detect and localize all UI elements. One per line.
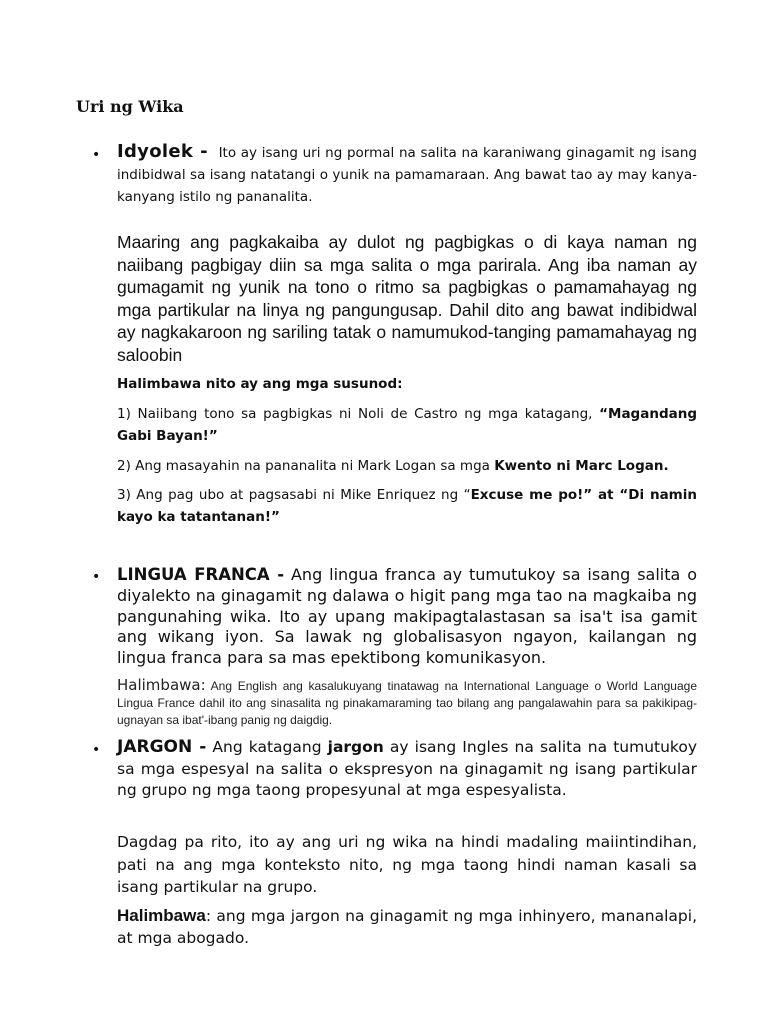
- idyolek-examples-heading: Halimbawa nito ay ang mga susunod:: [117, 376, 403, 392]
- jargon-definition: [117, 737, 697, 802]
- jargon-def-part1: Ang katagang: [206, 738, 328, 756]
- idyolek-definition-text: Ito ay isang uri ng pormal na salita na karaniwang ginagamit ng isang indibidwal sa isang natatangi o yunik na pamamaraan. Ang bawat tao ay may kanya-kanyang istilo ng pananalita.: [117, 145, 697, 205]
- document-title: Uri ng Wika: [76, 97, 184, 116]
- jargon-term: JARGON -: [117, 737, 207, 757]
- jargon-example: [117, 905, 697, 949]
- example-quote: Kwento ni Marc Logan.: [494, 458, 669, 474]
- example-text: 3) Ang pag ubo at pagsasabi ni Mike Enriquez ng “: [117, 487, 471, 503]
- jargon-example-label: Halimbawa: [117, 906, 206, 925]
- bullet-lingua-franca: •: [92, 569, 101, 585]
- jargon-keyword: jargon: [327, 738, 384, 756]
- idyolek-definition: [117, 141, 697, 208]
- jargon-additional: Dagdag pa rito, ito ay ang uri ng wika na hindi madaling maiintindihan, pati na ang mga konteksto nito, ng mga taong hindi naman kasali sa isang partikular na grupo.: [117, 833, 697, 896]
- example-text: 1) Naiibang tono sa pagbigkas ni Noli de Castro ng mga katagang,: [117, 406, 600, 422]
- example-quote: “Magandang Gabi Bayan!”: [117, 406, 697, 444]
- lingua-franca-term: LINGUA FRANCA -: [117, 565, 285, 584]
- example-text: 2) Ang masayahin na pananalita ni Mark Logan sa mga: [117, 458, 495, 474]
- lingua-franca-definition-text: Ang lingua franca ay tumutukoy sa isang salita o diyalekto na ginagamit ng dalawa o higit pang mga tao na magkaiba ng pangunahing wika. Ito ay upang makipagtalastasan sa isa't isa gamit ang wikang iyon. Sa lawak ng globalisasyon ngayon, kailangan ng lingua franca para sa mas epektibong komunikasyon.: [117, 565, 698, 668]
- bullet-idyolek: •: [92, 147, 101, 163]
- idyolek-example-1: [117, 403, 697, 447]
- lingua-franca-definition: [117, 565, 697, 669]
- lingua-franca-example-label: Halimbawa:: [117, 676, 206, 694]
- idyolek-explanation: Maaring ang pagkakaiba ay dulot ng pagbigkas o di kaya naman ng naiibang pagbigay diin sa mga salita o mga parirala. Ang iba naman ay gumagamit ng yunik na tono o ritmo sa pagbigkas o pamamahayag ng mga partikular na linya ng pangungusap. Dahil dito ang bawat indibidwal ay nagkakaroon ng sariling tatak o namumukod-tanging pamamahayag ng saloobin: [117, 232, 697, 365]
- lingua-franca-example-text: Ang English ang kasalukuyang tinatawag na International Language o World Language Lingua France dahil ito ang sinasalita ng pinakamaraming tao bilang ang pangalawahin para sa pakikipag-ugnayan sa ibat'-ibang panig ng daigdig.: [117, 679, 697, 727]
- jargon-def-part2: ay isang Ingles na salita na tumutukoy sa mga espesyal na salita o ekspresyon na ginagamit ng isang partikular ng grupo ng mga taong propesyunal at mga espesyalista.: [117, 738, 697, 799]
- idyolek-example-2: [117, 455, 697, 477]
- jargon-example-text: : ang mga jargon na ginagamit ng mga inhinyero, mananalapi, at mga abogado.: [117, 907, 697, 947]
- idyolek-example-3: [117, 484, 697, 528]
- idyolek-term: Idyolek -: [117, 141, 208, 162]
- lingua-franca-example: [117, 677, 697, 729]
- bullet-jargon: •: [92, 742, 101, 758]
- example-quote: Excuse me po!” at “Di namin kayo ka tatantanan!”: [117, 487, 697, 525]
